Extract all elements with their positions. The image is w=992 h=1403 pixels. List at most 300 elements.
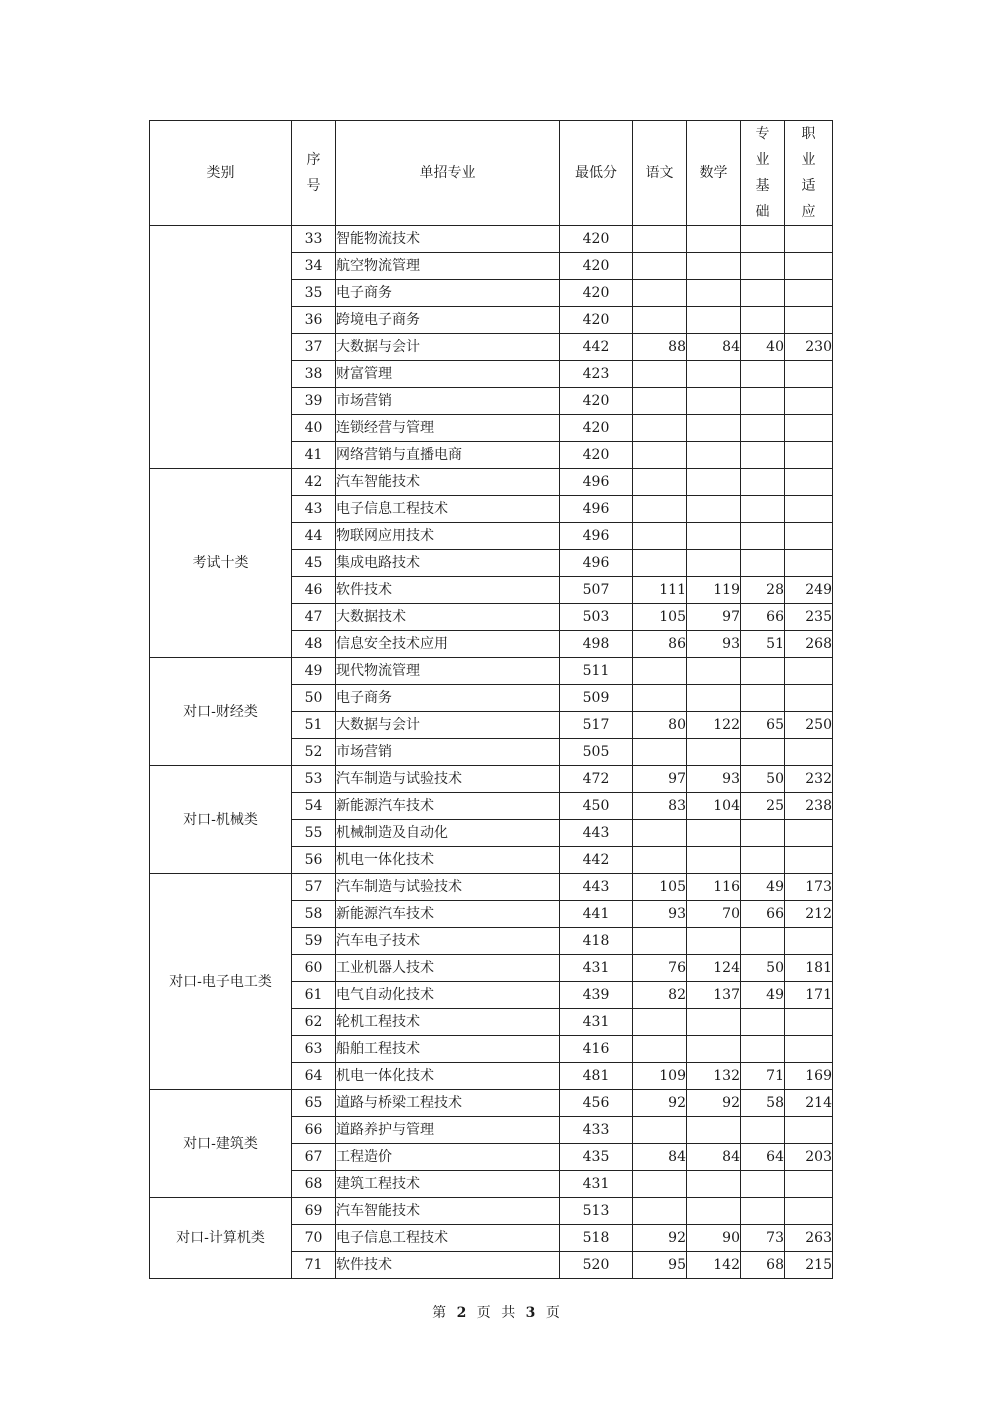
- header-major: 单招专业: [336, 121, 560, 226]
- category-label: 考试十类: [192, 555, 249, 571]
- min-score-cell: 517: [560, 712, 633, 739]
- math-score-cell: [687, 226, 741, 253]
- basics-score-cell: [741, 523, 785, 550]
- seq-cell: 43: [292, 496, 336, 523]
- category-label: 对口-计算机类: [176, 1230, 265, 1246]
- basics-score-cell: 28: [741, 577, 785, 604]
- chinese-score-cell: [633, 1171, 687, 1198]
- seq-cell: 65: [292, 1090, 336, 1117]
- chinese-score-cell: [633, 1198, 687, 1225]
- chinese-score-cell: 97: [633, 766, 687, 793]
- math-score-cell: [687, 253, 741, 280]
- min-score-cell: 420: [560, 226, 633, 253]
- seq-cell: 66: [292, 1117, 336, 1144]
- chinese-score-cell: 95: [633, 1252, 687, 1279]
- seq-cell: 45: [292, 550, 336, 577]
- seq-cell: 54: [292, 793, 336, 820]
- chinese-score-cell: [633, 1117, 687, 1144]
- major-cell: 电子信息工程技术: [336, 1225, 560, 1252]
- admission-score-table: [149, 120, 833, 1279]
- basics-score-cell: [741, 1036, 785, 1063]
- chinese-score-cell: 80: [633, 712, 687, 739]
- aptitude-score-cell: 215: [785, 1252, 833, 1279]
- min-score-cell: 420: [560, 388, 633, 415]
- aptitude-score-cell: 238: [785, 793, 833, 820]
- min-score-cell: 496: [560, 550, 633, 577]
- aptitude-score-cell: [785, 523, 833, 550]
- major-cell: 现代物流管理: [336, 658, 560, 685]
- math-score-cell: [687, 280, 741, 307]
- aptitude-score-cell: [785, 442, 833, 469]
- footer-page-number: 2: [456, 1305, 467, 1321]
- footer-middle: 页 共: [476, 1305, 516, 1321]
- header-seq: 序号: [292, 121, 336, 226]
- math-score-cell: 90: [687, 1225, 741, 1252]
- basics-score-cell: [741, 739, 785, 766]
- math-score-cell: 84: [687, 1144, 741, 1171]
- major-cell: 电气自动化技术: [336, 982, 560, 1009]
- basics-score-cell: [741, 361, 785, 388]
- chinese-score-cell: [633, 442, 687, 469]
- min-score-cell: 431: [560, 1009, 633, 1036]
- chinese-score-cell: [633, 280, 687, 307]
- major-cell: 电子信息工程技术: [336, 496, 560, 523]
- major-cell: 市场营销: [336, 739, 560, 766]
- table-row: [150, 658, 833, 685]
- category-label: 对口-机械类: [183, 811, 258, 828]
- aptitude-score-cell: [785, 253, 833, 280]
- aptitude-score-cell: [785, 361, 833, 388]
- category-cell: [150, 469, 292, 658]
- aptitude-score-cell: [785, 658, 833, 685]
- basics-score-cell: [741, 388, 785, 415]
- major-cell: 智能物流技术: [336, 226, 560, 253]
- min-score-cell: 496: [560, 496, 633, 523]
- seq-cell: 57: [292, 874, 336, 901]
- chinese-score-cell: [633, 658, 687, 685]
- math-score-cell: [687, 847, 741, 874]
- math-score-cell: [687, 1036, 741, 1063]
- aptitude-score-cell: 249: [785, 577, 833, 604]
- basics-score-cell: 68: [741, 1252, 785, 1279]
- min-score-cell: 496: [560, 523, 633, 550]
- math-score-cell: [687, 442, 741, 469]
- major-cell: 电子商务: [336, 685, 560, 712]
- seq-cell: 71: [292, 1252, 336, 1279]
- aptitude-score-cell: 232: [785, 766, 833, 793]
- min-score-cell: 456: [560, 1090, 633, 1117]
- category-label: 对口-电子电工类: [169, 973, 272, 990]
- math-score-cell: 97: [687, 604, 741, 631]
- aptitude-score-cell: [785, 1198, 833, 1225]
- aptitude-score-cell: 214: [785, 1090, 833, 1117]
- chinese-score-cell: 76: [633, 955, 687, 982]
- aptitude-score-cell: 169: [785, 1063, 833, 1090]
- aptitude-score-cell: 250: [785, 712, 833, 739]
- header-min-score: 最低分: [560, 121, 633, 226]
- chinese-score-cell: 92: [633, 1225, 687, 1252]
- seq-cell: 53: [292, 766, 336, 793]
- chinese-score-cell: [633, 226, 687, 253]
- min-score-cell: 520: [560, 1252, 633, 1279]
- major-cell: 跨境电子商务: [336, 307, 560, 334]
- aptitude-score-cell: 181: [785, 955, 833, 982]
- footer-prefix: 第: [432, 1305, 447, 1321]
- seq-cell: 59: [292, 928, 336, 955]
- aptitude-score-cell: 203: [785, 1144, 833, 1171]
- min-score-cell: 509: [560, 685, 633, 712]
- major-cell: 集成电路技术: [336, 550, 560, 577]
- math-score-cell: 124: [687, 955, 741, 982]
- math-score-cell: [687, 820, 741, 847]
- chinese-score-cell: [633, 361, 687, 388]
- major-cell: 建筑工程技术: [336, 1171, 560, 1198]
- min-score-cell: 420: [560, 253, 633, 280]
- seq-cell: 63: [292, 1036, 336, 1063]
- aptitude-score-cell: 171: [785, 982, 833, 1009]
- seq-cell: 61: [292, 982, 336, 1009]
- category-cell: [150, 1090, 292, 1198]
- basics-score-cell: [741, 253, 785, 280]
- min-score-cell: 435: [560, 1144, 633, 1171]
- seq-cell: 40: [292, 415, 336, 442]
- major-cell: 汽车制造与试验技术: [336, 766, 560, 793]
- aptitude-score-cell: [785, 1036, 833, 1063]
- major-cell: 轮机工程技术: [336, 1009, 560, 1036]
- min-score-cell: 420: [560, 280, 633, 307]
- seq-cell: 41: [292, 442, 336, 469]
- aptitude-score-cell: [785, 496, 833, 523]
- basics-score-cell: [741, 226, 785, 253]
- category-label: 对口-建筑类: [183, 1135, 258, 1152]
- min-score-cell: 498: [560, 631, 633, 658]
- math-score-cell: [687, 361, 741, 388]
- aptitude-score-cell: [785, 847, 833, 874]
- aptitude-score-cell: 268: [785, 631, 833, 658]
- basics-score-cell: 49: [741, 874, 785, 901]
- major-cell: 网络营销与直播电商: [336, 442, 560, 469]
- chinese-score-cell: [633, 1009, 687, 1036]
- major-cell: 汽车制造与试验技术: [336, 874, 560, 901]
- min-score-cell: 441: [560, 901, 633, 928]
- math-score-cell: [687, 415, 741, 442]
- aptitude-score-cell: [785, 1171, 833, 1198]
- basics-score-cell: [741, 847, 785, 874]
- major-cell: 大数据与会计: [336, 334, 560, 361]
- table-row: [150, 1198, 833, 1225]
- math-score-cell: [687, 658, 741, 685]
- basics-score-cell: 49: [741, 982, 785, 1009]
- min-score-cell: 518: [560, 1225, 633, 1252]
- seq-cell: 50: [292, 685, 336, 712]
- major-cell: 机电一体化技术: [336, 1063, 560, 1090]
- min-score-cell: 420: [560, 307, 633, 334]
- seq-cell: 34: [292, 253, 336, 280]
- major-cell: 新能源汽车技术: [336, 901, 560, 928]
- table-row: [150, 874, 833, 901]
- math-score-cell: 84: [687, 334, 741, 361]
- table-row: [150, 766, 833, 793]
- chinese-score-cell: 93: [633, 901, 687, 928]
- category-cell: [150, 658, 292, 766]
- major-cell: 财富管理: [336, 361, 560, 388]
- header-math: 数学: [687, 121, 741, 226]
- major-cell: 新能源汽车技术: [336, 793, 560, 820]
- chinese-score-cell: 88: [633, 334, 687, 361]
- basics-score-cell: 73: [741, 1225, 785, 1252]
- major-cell: 物联网应用技术: [336, 523, 560, 550]
- min-score-cell: 442: [560, 334, 633, 361]
- basics-score-cell: [741, 1171, 785, 1198]
- header-vocational-aptitude: 职业适应: [785, 121, 833, 226]
- seq-cell: 67: [292, 1144, 336, 1171]
- chinese-score-cell: [633, 253, 687, 280]
- major-cell: 连锁经营与管理: [336, 415, 560, 442]
- aptitude-score-cell: 173: [785, 874, 833, 901]
- chinese-score-cell: [633, 523, 687, 550]
- seq-cell: 42: [292, 469, 336, 496]
- min-score-cell: 472: [560, 766, 633, 793]
- table-header-row: [150, 121, 833, 226]
- math-score-cell: [687, 469, 741, 496]
- basics-score-cell: 25: [741, 793, 785, 820]
- basics-score-cell: [741, 820, 785, 847]
- seq-cell: 46: [292, 577, 336, 604]
- page-footer: [0, 1302, 992, 1322]
- aptitude-score-cell: 263: [785, 1225, 833, 1252]
- min-score-cell: 423: [560, 361, 633, 388]
- math-score-cell: [687, 685, 741, 712]
- chinese-score-cell: [633, 847, 687, 874]
- major-cell: 市场营销: [336, 388, 560, 415]
- math-score-cell: [687, 1171, 741, 1198]
- major-cell: 大数据与会计: [336, 712, 560, 739]
- basics-score-cell: 66: [741, 604, 785, 631]
- aptitude-score-cell: [785, 226, 833, 253]
- aptitude-score-cell: [785, 685, 833, 712]
- major-cell: 工业机器人技术: [336, 955, 560, 982]
- seq-cell: 44: [292, 523, 336, 550]
- min-score-cell: 450: [560, 793, 633, 820]
- table-row: [150, 1090, 833, 1117]
- chinese-score-cell: 109: [633, 1063, 687, 1090]
- major-cell: 机械制造及自动化: [336, 820, 560, 847]
- math-score-cell: 70: [687, 901, 741, 928]
- min-score-cell: 433: [560, 1117, 633, 1144]
- basics-score-cell: [741, 1009, 785, 1036]
- seq-cell: 49: [292, 658, 336, 685]
- header-category: 类别: [150, 121, 292, 226]
- basics-score-cell: [741, 307, 785, 334]
- seq-cell: 51: [292, 712, 336, 739]
- major-cell: 信息安全技术应用: [336, 631, 560, 658]
- seq-cell: 48: [292, 631, 336, 658]
- seq-cell: 69: [292, 1198, 336, 1225]
- major-cell: 大数据技术: [336, 604, 560, 631]
- seq-cell: 70: [292, 1225, 336, 1252]
- header-chinese: 语文: [633, 121, 687, 226]
- seq-cell: 62: [292, 1009, 336, 1036]
- seq-cell: 36: [292, 307, 336, 334]
- chinese-score-cell: 92: [633, 1090, 687, 1117]
- aptitude-score-cell: 212: [785, 901, 833, 928]
- basics-score-cell: [741, 1198, 785, 1225]
- math-score-cell: [687, 550, 741, 577]
- math-score-cell: 122: [687, 712, 741, 739]
- chinese-score-cell: 86: [633, 631, 687, 658]
- basics-score-cell: 50: [741, 955, 785, 982]
- math-score-cell: [687, 1198, 741, 1225]
- major-cell: 软件技术: [336, 1252, 560, 1279]
- chinese-score-cell: 105: [633, 604, 687, 631]
- math-score-cell: 93: [687, 631, 741, 658]
- major-cell: 电子商务: [336, 280, 560, 307]
- min-score-cell: 416: [560, 1036, 633, 1063]
- chinese-score-cell: 82: [633, 982, 687, 1009]
- aptitude-score-cell: [785, 1009, 833, 1036]
- chinese-score-cell: [633, 739, 687, 766]
- math-score-cell: 137: [687, 982, 741, 1009]
- basics-score-cell: [741, 550, 785, 577]
- math-score-cell: [687, 1117, 741, 1144]
- major-cell: 船舶工程技术: [336, 1036, 560, 1063]
- basics-score-cell: [741, 469, 785, 496]
- seq-cell: 64: [292, 1063, 336, 1090]
- math-score-cell: 142: [687, 1252, 741, 1279]
- aptitude-score-cell: [785, 415, 833, 442]
- seq-cell: 33: [292, 226, 336, 253]
- basics-score-cell: [741, 658, 785, 685]
- major-cell: 道路养护与管理: [336, 1117, 560, 1144]
- basics-score-cell: [741, 928, 785, 955]
- seq-cell: 58: [292, 901, 336, 928]
- aptitude-score-cell: [785, 928, 833, 955]
- major-cell: 软件技术: [336, 577, 560, 604]
- chinese-score-cell: [633, 820, 687, 847]
- aptitude-score-cell: [785, 820, 833, 847]
- math-score-cell: 132: [687, 1063, 741, 1090]
- aptitude-score-cell: [785, 280, 833, 307]
- major-cell: 航空物流管理: [336, 253, 560, 280]
- min-score-cell: 431: [560, 955, 633, 982]
- category-label: 对口-财经类: [183, 703, 258, 720]
- major-cell: 汽车智能技术: [336, 469, 560, 496]
- category-cell: [150, 874, 292, 1090]
- seq-cell: 60: [292, 955, 336, 982]
- chinese-score-cell: [633, 388, 687, 415]
- min-score-cell: 481: [560, 1063, 633, 1090]
- aptitude-score-cell: [785, 388, 833, 415]
- min-score-cell: 503: [560, 604, 633, 631]
- basics-score-cell: [741, 415, 785, 442]
- math-score-cell: [687, 523, 741, 550]
- min-score-cell: 442: [560, 847, 633, 874]
- major-cell: 工程造价: [336, 1144, 560, 1171]
- min-score-cell: 507: [560, 577, 633, 604]
- basics-score-cell: 51: [741, 631, 785, 658]
- min-score-cell: 443: [560, 874, 633, 901]
- chinese-score-cell: [633, 496, 687, 523]
- min-score-cell: 420: [560, 415, 633, 442]
- chinese-score-cell: [633, 415, 687, 442]
- min-score-cell: 496: [560, 469, 633, 496]
- math-score-cell: [687, 739, 741, 766]
- min-score-cell: 511: [560, 658, 633, 685]
- basics-score-cell: [741, 685, 785, 712]
- basics-score-cell: 66: [741, 901, 785, 928]
- math-score-cell: [687, 388, 741, 415]
- seq-cell: 68: [292, 1171, 336, 1198]
- min-score-cell: 431: [560, 1171, 633, 1198]
- basics-score-cell: 71: [741, 1063, 785, 1090]
- min-score-cell: 420: [560, 442, 633, 469]
- min-score-cell: 443: [560, 820, 633, 847]
- math-score-cell: 93: [687, 766, 741, 793]
- chinese-score-cell: [633, 550, 687, 577]
- math-score-cell: [687, 496, 741, 523]
- min-score-cell: 439: [560, 982, 633, 1009]
- seq-cell: 52: [292, 739, 336, 766]
- math-score-cell: 116: [687, 874, 741, 901]
- basics-score-cell: [741, 442, 785, 469]
- chinese-score-cell: [633, 469, 687, 496]
- major-cell: 汽车电子技术: [336, 928, 560, 955]
- chinese-score-cell: 84: [633, 1144, 687, 1171]
- chinese-score-cell: [633, 928, 687, 955]
- chinese-score-cell: 83: [633, 793, 687, 820]
- major-cell: 道路与桥梁工程技术: [336, 1090, 560, 1117]
- math-score-cell: [687, 307, 741, 334]
- min-score-cell: 505: [560, 739, 633, 766]
- chinese-score-cell: 105: [633, 874, 687, 901]
- basics-score-cell: 40: [741, 334, 785, 361]
- category-cell: [150, 226, 292, 469]
- seq-cell: 35: [292, 280, 336, 307]
- basics-score-cell: 50: [741, 766, 785, 793]
- basics-score-cell: [741, 280, 785, 307]
- category-cell: [150, 1198, 292, 1279]
- seq-cell: 56: [292, 847, 336, 874]
- aptitude-score-cell: 235: [785, 604, 833, 631]
- basics-score-cell: 65: [741, 712, 785, 739]
- basics-score-cell: 64: [741, 1144, 785, 1171]
- chinese-score-cell: [633, 307, 687, 334]
- chinese-score-cell: [633, 685, 687, 712]
- chinese-score-cell: [633, 1036, 687, 1063]
- math-score-cell: 104: [687, 793, 741, 820]
- aptitude-score-cell: [785, 469, 833, 496]
- category-cell: [150, 766, 292, 874]
- aptitude-score-cell: [785, 550, 833, 577]
- min-score-cell: 513: [560, 1198, 633, 1225]
- seq-cell: 55: [292, 820, 336, 847]
- chinese-score-cell: 111: [633, 577, 687, 604]
- table-row: [150, 469, 833, 496]
- seq-cell: 47: [292, 604, 336, 631]
- basics-score-cell: [741, 496, 785, 523]
- seq-cell: 39: [292, 388, 336, 415]
- basics-score-cell: 58: [741, 1090, 785, 1117]
- table-row: [150, 226, 833, 253]
- math-score-cell: [687, 1009, 741, 1036]
- seq-cell: 37: [292, 334, 336, 361]
- footer-total-pages: 3: [525, 1305, 536, 1321]
- aptitude-score-cell: [785, 307, 833, 334]
- min-score-cell: 418: [560, 928, 633, 955]
- header-professional-basics: 专业基础: [741, 121, 785, 226]
- footer-suffix: 页: [545, 1305, 560, 1321]
- major-cell: 机电一体化技术: [336, 847, 560, 874]
